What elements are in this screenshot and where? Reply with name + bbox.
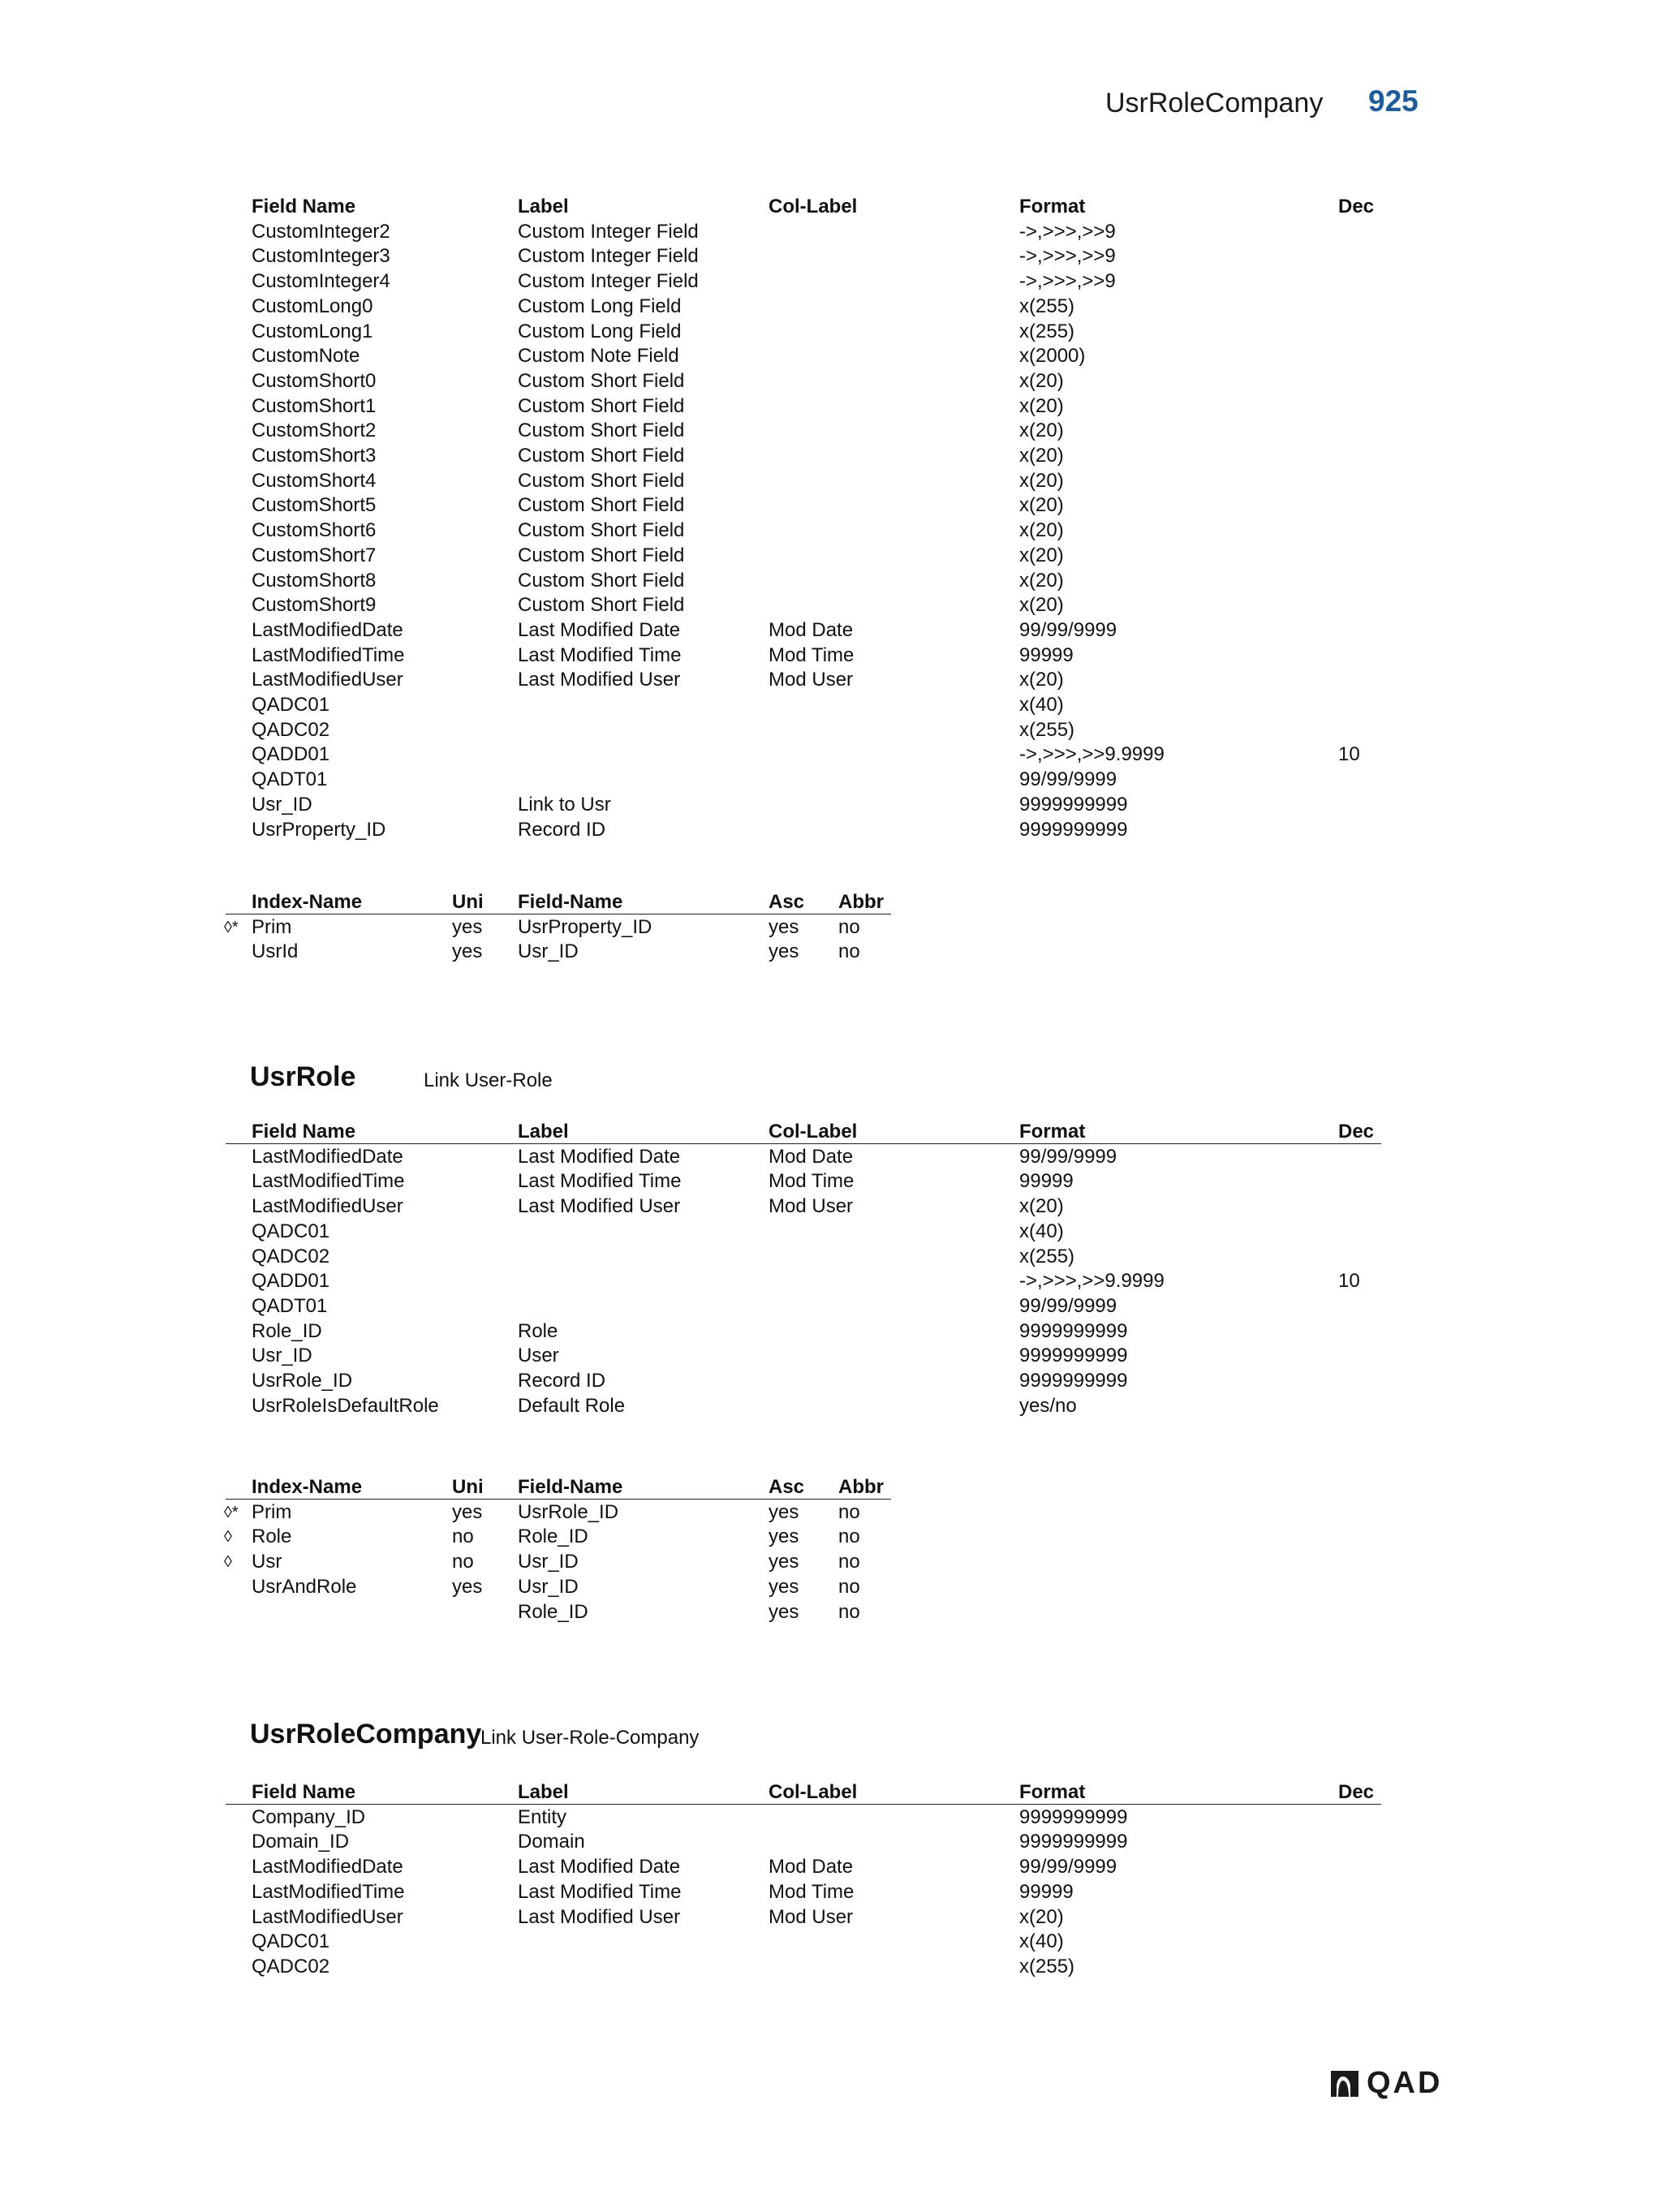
column-header-format: Format <box>1019 1121 1086 1143</box>
field-col-label-cell: Mod User <box>769 669 854 691</box>
index-marker: ◊ <box>224 1528 232 1547</box>
field-name-cell: CustomShort5 <box>252 494 377 517</box>
field-format-cell: 9999999999 <box>1019 793 1128 816</box>
field-row <box>0 1905 1662 1930</box>
index-name-cell: Role <box>252 1526 292 1548</box>
field-row <box>0 269 1662 295</box>
field-table-header <box>0 195 1662 220</box>
index-abbr-cell: no <box>838 940 860 963</box>
index-field-cell: Role_ID <box>518 1600 588 1623</box>
field-row <box>0 569 1662 594</box>
field-format-cell: ->,>>>,>>9.9999 <box>1019 1270 1165 1293</box>
field-row <box>0 693 1662 718</box>
field-format-cell: 99/99/9999 <box>1019 1145 1117 1168</box>
field-format-cell: ->,>>>,>>9.9999 <box>1019 743 1165 766</box>
section-description-usrrolecompany: Link User-Role-Company <box>480 1727 700 1749</box>
field-name-cell: CustomShort1 <box>252 394 377 417</box>
index-row <box>0 1500 1662 1526</box>
field-col-label-cell: Mod Date <box>769 1145 854 1168</box>
field-format-cell: ->,>>>,>>9 <box>1019 245 1116 268</box>
field-label-cell: Default Role <box>518 1394 626 1417</box>
field-row <box>0 295 1662 320</box>
field-label-cell: Last Modified Time <box>518 1170 682 1193</box>
field-row <box>0 1880 1662 1905</box>
section-description-usrrole: Link User-Role <box>424 1069 553 1091</box>
index-uni-cell: yes <box>452 915 483 938</box>
field-row <box>0 419 1662 444</box>
page-number: 925 <box>1368 84 1419 118</box>
field-col-label-cell: Mod Date <box>769 1856 854 1878</box>
field-dec-cell: 10 <box>1338 743 1360 766</box>
field-format-cell: x(20) <box>1019 1195 1064 1218</box>
column-header-abbr: Abbr <box>838 1476 884 1498</box>
field-label-cell: Custom Long Field <box>518 320 682 342</box>
index-abbr-cell: no <box>838 915 860 938</box>
page-header <box>0 84 1662 128</box>
field-row <box>0 1930 1662 1955</box>
field-col-label-cell: Mod Time <box>769 1170 855 1193</box>
qad-logo <box>1329 2066 1451 2100</box>
field-row <box>0 1369 1662 1394</box>
field-col-label-cell: Mod User <box>769 1195 854 1218</box>
field-name-cell: LastModifiedUser <box>252 1195 403 1218</box>
column-header-dec: Dec <box>1338 1121 1375 1143</box>
field-format-cell: x(20) <box>1019 445 1064 467</box>
index-asc-cell: yes <box>769 940 799 963</box>
field-name-cell: Usr_ID <box>252 1345 312 1367</box>
field-name-cell: CustomShort8 <box>252 569 377 592</box>
field-row <box>0 643 1662 669</box>
index-field-cell: Role_ID <box>518 1526 588 1548</box>
field-label-cell: Last Modified Date <box>518 1145 681 1168</box>
field-format-cell: x(255) <box>1019 320 1075 342</box>
field-dec-cell: 10 <box>1338 1270 1360 1293</box>
index-field-cell: Usr_ID <box>518 1551 579 1573</box>
field-name-cell: LastModifiedTime <box>252 1170 405 1193</box>
field-name-cell: LastModifiedUser <box>252 669 403 691</box>
field-row <box>0 1145 1662 1170</box>
index-table-header <box>0 890 1662 915</box>
field-row <box>0 244 1662 269</box>
field-label-cell: Custom Short Field <box>518 420 685 442</box>
field-format-cell: x(20) <box>1019 494 1064 517</box>
field-label-cell: Role <box>518 1319 558 1342</box>
field-label-cell: Last Modified Date <box>518 1856 681 1878</box>
field-col-label-cell: Mod Date <box>769 618 854 641</box>
field-name-cell: Company_ID <box>252 1805 366 1828</box>
field-format-cell: x(40) <box>1019 694 1064 716</box>
field-label-cell: Last Modified User <box>518 1905 681 1928</box>
field-name-cell: QADD01 <box>252 1270 330 1293</box>
field-label-cell: Custom Short Field <box>518 369 685 392</box>
field-name-cell: Role_ID <box>252 1319 322 1342</box>
field-row <box>0 1344 1662 1369</box>
field-name-cell: LastModifiedDate <box>252 618 403 641</box>
field-format-cell: 9999999999 <box>1019 1805 1128 1828</box>
field-row <box>0 544 1662 569</box>
field-label-cell: Custom Integer Field <box>518 270 699 293</box>
field-format-cell: 9999999999 <box>1019 1831 1128 1853</box>
index-name-cell: UsrAndRole <box>252 1575 357 1598</box>
column-header-index-field-name: Field-Name <box>518 891 623 913</box>
field-format-cell: ->,>>>,>>9 <box>1019 270 1116 293</box>
field-label-cell: Last Modified User <box>518 669 681 691</box>
index-asc-cell: yes <box>769 1600 799 1623</box>
field-row <box>0 1955 1662 1980</box>
index-uni-cell: yes <box>452 1575 483 1598</box>
field-row <box>0 1269 1662 1294</box>
field-row <box>0 519 1662 544</box>
field-row <box>0 394 1662 420</box>
index-abbr-cell: no <box>838 1551 860 1573</box>
field-label-cell: User <box>518 1345 559 1367</box>
field-format-cell: x(20) <box>1019 1905 1064 1928</box>
field-format-cell: 9999999999 <box>1019 1319 1128 1342</box>
field-row <box>0 220 1662 245</box>
field-format-cell: 99/99/9999 <box>1019 1294 1117 1317</box>
field-name-cell: QADT01 <box>252 768 328 791</box>
field-format-cell: x(20) <box>1019 669 1064 691</box>
column-header-col-label: Col-Label <box>769 196 858 217</box>
field-col-label-cell: Mod User <box>769 1905 854 1928</box>
column-header-asc: Asc <box>769 1476 805 1498</box>
column-header-index-name: Index-Name <box>252 1476 363 1498</box>
index-row <box>0 1600 1662 1625</box>
column-header-index-field-name: Field-Name <box>518 1476 623 1498</box>
field-row <box>0 369 1662 394</box>
index-field-cell: Usr_ID <box>518 940 579 963</box>
column-header-format: Format <box>1019 1781 1086 1803</box>
index-name-cell: UsrId <box>252 940 299 963</box>
field-name-cell: CustomInteger4 <box>252 270 390 293</box>
column-header-dec: Dec <box>1338 196 1375 217</box>
field-name-cell: LastModifiedUser <box>252 1905 403 1928</box>
field-label-cell: Custom Integer Field <box>518 220 699 243</box>
field-name-cell: CustomLong1 <box>252 320 373 342</box>
column-header-label: Label <box>518 1781 569 1803</box>
field-row <box>0 593 1662 618</box>
index-field-cell: Usr_ID <box>518 1575 579 1598</box>
index-name-cell: Usr <box>252 1551 282 1573</box>
field-label-cell: Custom Short Field <box>518 519 685 542</box>
field-name-cell: CustomShort2 <box>252 420 377 442</box>
field-format-cell: x(20) <box>1019 420 1064 442</box>
index-row <box>0 1550 1662 1575</box>
field-format-cell: 9999999999 <box>1019 1345 1128 1367</box>
column-header-field-name: Field Name <box>252 196 356 217</box>
index-abbr-cell: no <box>838 1600 860 1623</box>
index-row <box>0 940 1662 965</box>
field-row <box>0 1319 1662 1345</box>
field-row <box>0 344 1662 369</box>
index-asc-cell: yes <box>769 1575 799 1598</box>
field-col-label-cell: Mod Time <box>769 643 855 666</box>
field-name-cell: QADC01 <box>252 1220 330 1242</box>
field-row <box>0 1805 1662 1831</box>
field-format-cell: 99999 <box>1019 1170 1074 1193</box>
qad-logo-text: QAD <box>1367 2066 1443 2100</box>
index-field-cell: UsrProperty_ID <box>518 915 652 938</box>
field-row <box>0 668 1662 693</box>
section-title-usrrole: UsrRole <box>250 1061 356 1092</box>
field-format-cell: x(255) <box>1019 1955 1075 1977</box>
field-format-cell: 99/99/9999 <box>1019 618 1117 641</box>
index-asc-cell: yes <box>769 1526 799 1548</box>
column-header-index-name: Index-Name <box>252 891 363 913</box>
field-format-cell: x(20) <box>1019 544 1064 566</box>
field-row <box>0 444 1662 469</box>
index-uni-cell: no <box>452 1526 474 1548</box>
field-label-cell: Custom Integer Field <box>518 245 699 268</box>
field-format-cell: x(20) <box>1019 394 1064 417</box>
field-name-cell: CustomInteger2 <box>252 220 390 243</box>
field-format-cell: 99/99/9999 <box>1019 1856 1117 1878</box>
index-marker: ◊* <box>224 1503 239 1521</box>
field-label-cell: Domain <box>518 1831 585 1853</box>
column-header-uni: Uni <box>452 891 484 913</box>
index-row <box>0 1575 1662 1600</box>
index-table-header <box>0 1475 1662 1500</box>
field-row <box>0 793 1662 818</box>
field-format-cell: x(20) <box>1019 369 1064 392</box>
index-row <box>0 915 1662 940</box>
index-row <box>0 1525 1662 1550</box>
column-header-label: Label <box>518 196 569 217</box>
field-format-cell: x(40) <box>1019 1930 1064 1953</box>
field-name-cell: QADC01 <box>252 1930 330 1953</box>
field-format-cell: x(20) <box>1019 519 1064 542</box>
column-header-col-label: Col-Label <box>769 1781 858 1803</box>
field-label-cell: Custom Short Field <box>518 569 685 592</box>
field-row <box>0 1245 1662 1270</box>
field-name-cell: UsrRole_ID <box>252 1370 353 1392</box>
field-format-cell: x(20) <box>1019 469 1064 492</box>
field-row <box>0 1394 1662 1419</box>
field-format-cell: x(40) <box>1019 1220 1064 1242</box>
field-row <box>0 1830 1662 1855</box>
field-table-header <box>0 1780 1662 1805</box>
field-table-header <box>0 1120 1662 1145</box>
field-label-cell: Custom Long Field <box>518 295 682 317</box>
field-name-cell: UsrRoleIsDefaultRole <box>252 1394 439 1417</box>
column-header-field-name: Field Name <box>252 1121 356 1143</box>
field-name-cell: LastModifiedTime <box>252 1880 405 1903</box>
field-name-cell: CustomShort6 <box>252 519 377 542</box>
field-name-cell: CustomNote <box>252 345 360 368</box>
field-name-cell: UsrProperty_ID <box>252 818 386 841</box>
field-label-cell: Last Modified Time <box>518 643 682 666</box>
field-name-cell: LastModifiedDate <box>252 1856 403 1878</box>
index-abbr-cell: no <box>838 1575 860 1598</box>
index-marker: ◊ <box>224 1553 232 1572</box>
index-uni-cell: no <box>452 1551 474 1573</box>
field-format-cell: 99/99/9999 <box>1019 768 1117 791</box>
index-abbr-cell: no <box>838 1500 860 1523</box>
column-header-abbr: Abbr <box>838 891 884 913</box>
qad-logo-icon <box>1329 2069 1360 2098</box>
field-name-cell: QADD01 <box>252 743 330 766</box>
field-row <box>0 1855 1662 1880</box>
field-format-cell: x(255) <box>1019 1245 1075 1267</box>
field-col-label-cell: Mod Time <box>769 1880 855 1903</box>
field-format-cell: x(20) <box>1019 569 1064 592</box>
index-asc-cell: yes <box>769 1551 799 1573</box>
page-header-title: UsrRoleCompany <box>1105 88 1324 118</box>
field-name-cell: CustomShort4 <box>252 469 377 492</box>
index-uni-cell: yes <box>452 940 483 963</box>
field-format-cell: 9999999999 <box>1019 1370 1128 1392</box>
field-row <box>0 1294 1662 1319</box>
field-row <box>0 818 1662 843</box>
field-format-cell: x(20) <box>1019 594 1064 617</box>
field-label-cell: Custom Short Field <box>518 494 685 517</box>
field-row <box>0 742 1662 768</box>
field-name-cell: CustomShort0 <box>252 369 377 392</box>
field-row <box>0 469 1662 494</box>
field-row <box>0 618 1662 643</box>
field-format-cell: ->,>>>,>>9 <box>1019 220 1116 243</box>
field-label-cell: Custom Short Field <box>518 394 685 417</box>
field-name-cell: CustomShort7 <box>252 544 377 566</box>
column-header-col-label: Col-Label <box>769 1121 858 1143</box>
field-name-cell: CustomInteger3 <box>252 245 390 268</box>
field-row <box>0 718 1662 743</box>
field-label-cell: Record ID <box>518 818 606 841</box>
field-label-cell: Link to Usr <box>518 793 611 816</box>
field-label-cell: Record ID <box>518 1370 606 1392</box>
field-label-cell: Custom Short Field <box>518 544 685 566</box>
field-format-cell: yes/no <box>1019 1394 1077 1417</box>
field-format-cell: 99999 <box>1019 1880 1074 1903</box>
index-marker: ◊* <box>224 918 239 936</box>
section-title-usrrolecompany: UsrRoleCompany <box>250 1719 482 1749</box>
field-format-cell: 9999999999 <box>1019 818 1128 841</box>
field-format-cell: 99999 <box>1019 643 1074 666</box>
index-name-cell: Prim <box>252 915 292 938</box>
column-header-dec: Dec <box>1338 1781 1375 1803</box>
field-label-cell: Custom Short Field <box>518 469 685 492</box>
field-row <box>0 1169 1662 1194</box>
field-format-cell: x(255) <box>1019 718 1075 741</box>
field-label-cell: Custom Short Field <box>518 445 685 467</box>
field-name-cell: CustomShort3 <box>252 445 377 467</box>
field-label-cell: Custom Short Field <box>518 594 685 617</box>
field-row <box>0 1194 1662 1220</box>
field-format-cell: x(2000) <box>1019 345 1086 368</box>
field-name-cell: Domain_ID <box>252 1831 350 1853</box>
field-label-cell: Last Modified User <box>518 1195 681 1218</box>
index-uni-cell: yes <box>452 1500 483 1523</box>
column-header-uni: Uni <box>452 1476 484 1498</box>
column-header-format: Format <box>1019 196 1086 217</box>
field-name-cell: QADT01 <box>252 1294 328 1317</box>
field-label-cell: Custom Note Field <box>518 345 679 368</box>
index-asc-cell: yes <box>769 915 799 938</box>
field-name-cell: QADC02 <box>252 1955 330 1977</box>
column-header-field-name: Field Name <box>252 1781 356 1803</box>
field-name-cell: LastModifiedDate <box>252 1145 403 1168</box>
field-format-cell: x(255) <box>1019 295 1075 317</box>
column-header-label: Label <box>518 1121 569 1143</box>
field-name-cell: CustomShort9 <box>252 594 377 617</box>
index-field-cell: UsrRole_ID <box>518 1500 619 1523</box>
field-name-cell: LastModifiedTime <box>252 643 405 666</box>
field-name-cell: QADC02 <box>252 718 330 741</box>
field-name-cell: QADC01 <box>252 694 330 716</box>
field-row <box>0 493 1662 519</box>
field-row <box>0 320 1662 345</box>
index-asc-cell: yes <box>769 1500 799 1523</box>
field-name-cell: CustomLong0 <box>252 295 373 317</box>
field-label-cell: Last Modified Time <box>518 1880 682 1903</box>
field-label-cell: Last Modified Date <box>518 618 681 641</box>
field-name-cell: QADC02 <box>252 1245 330 1267</box>
index-name-cell: Prim <box>252 1500 292 1523</box>
field-label-cell: Entity <box>518 1805 567 1828</box>
index-abbr-cell: no <box>838 1526 860 1548</box>
column-header-asc: Asc <box>769 891 805 913</box>
field-row <box>0 1220 1662 1245</box>
field-row <box>0 768 1662 793</box>
field-name-cell: Usr_ID <box>252 793 312 816</box>
